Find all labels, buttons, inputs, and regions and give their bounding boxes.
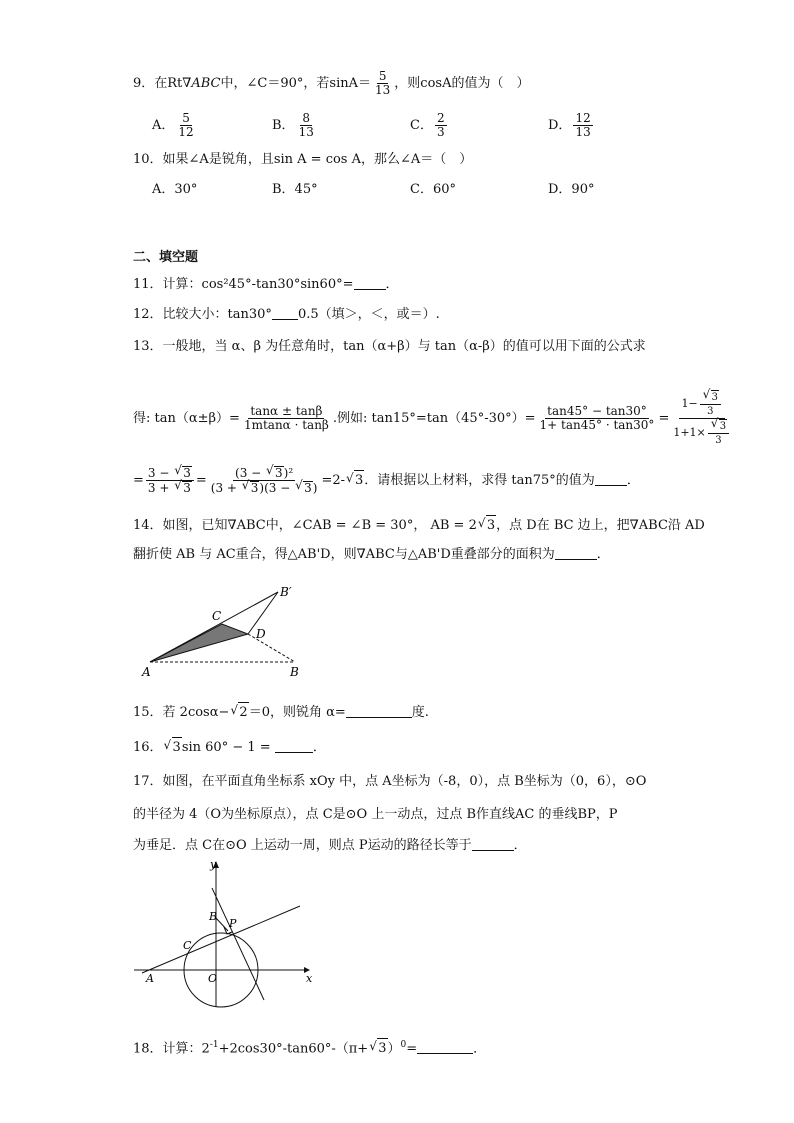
q11-blank	[354, 276, 386, 290]
q17-label-p: P	[229, 917, 237, 930]
q13-f3-sqrt-a: √ 3	[711, 390, 719, 404]
q9-text-d: ，则cosA的值为（ ）	[394, 76, 530, 91]
q16-sqrt: √ 3	[172, 737, 182, 758]
q16-blank	[275, 739, 313, 753]
q10-option-b: B．45°	[272, 182, 318, 197]
q12-text: 12．比较大小：tan30°	[133, 307, 272, 322]
q13-l2c: =	[658, 411, 670, 426]
q9-opt-b-label: B．	[272, 118, 295, 133]
q14-label-bprime: B′	[280, 585, 292, 599]
q13-line2	[133, 390, 735, 447]
q9-option-d	[548, 112, 595, 139]
q13-frac5-den	[209, 481, 320, 495]
q13-f4-den-text: 3 +	[147, 481, 174, 495]
q18	[133, 1035, 486, 1059]
q14-line2-end: ．	[596, 547, 610, 562]
q14-label-a: A	[142, 665, 151, 679]
q13-l3-end: ．	[626, 473, 640, 488]
q13-l3b: =	[195, 473, 207, 488]
q13-l3-rad	[353, 470, 364, 491]
q17-line3-text: 为垂足．点 C在⊙O 上运动一周，则点 P运动的路径长等于	[133, 838, 472, 853]
q13-f3-num-a: 1−	[681, 397, 698, 410]
q12-blank	[272, 306, 298, 320]
q13-line3	[133, 466, 640, 495]
q17-line3	[133, 836, 527, 856]
q13-f3-sqrt-b: √ 3	[719, 419, 727, 433]
q13-f3-inner-num	[700, 390, 721, 418]
q13-l2b: .例如: tan15°=tan（45°-30°）=	[332, 411, 536, 426]
q13-l3c: =2-	[321, 473, 345, 488]
q15-text-c: 度.	[411, 705, 429, 720]
q13-f3-inner-num-top	[700, 390, 721, 405]
q13-l3-sqrt: √ 3	[354, 470, 364, 491]
q17-label-o: O	[208, 972, 218, 985]
q13-f5-den-b: )(3 −	[259, 481, 295, 495]
q10-option-d: D．90°	[548, 182, 595, 197]
q13-f5-den-a: (3 +	[210, 481, 241, 495]
q17-line2: 的半径为 4（O为坐标原点），点 C是⊙O 上一动点，过点 B作直线AC 的垂线BP，P	[133, 807, 618, 822]
q13-f3-rad-b	[718, 419, 727, 433]
q15	[133, 702, 429, 723]
q9-opt-b-frac	[297, 112, 316, 139]
q9-opt-d-den: 13	[575, 125, 591, 139]
q9-den: 13	[375, 83, 391, 97]
q13-f3-inner-den-top	[708, 419, 729, 434]
q18-exp0: 0	[400, 1040, 407, 1050]
q17-line3-end: ．	[513, 838, 527, 853]
q16-text-b: sin 60° − 1 =	[181, 740, 271, 755]
q9-opt-b-den: 13	[298, 125, 314, 139]
q9-opt-c-frac	[435, 112, 447, 139]
q9-opt-d-frac	[573, 112, 592, 139]
q13-f4-sqrt-b: √ 3	[182, 481, 192, 495]
q15-text-a: 15．若 2cosα−	[133, 705, 230, 720]
q13-frac1-den: 1mtanα · tanβ	[243, 418, 329, 432]
q14-sqrt: √ 3	[486, 515, 496, 536]
q13-frac4	[146, 466, 194, 495]
q17-label-x: x	[306, 972, 313, 985]
q13-l3a: =	[133, 473, 144, 488]
q18-text-b: +2cos30°-tan60°-（π+	[218, 1041, 369, 1057]
q13-f5-sqrt-a: √ 3	[274, 466, 284, 480]
q18-text-a: 18．计算：2	[133, 1041, 210, 1057]
q17-label-b: B	[209, 910, 218, 923]
q15-blank	[346, 704, 412, 718]
q13-f4-sqrt-a: √ 3	[182, 466, 192, 480]
q13-f5-rad-b	[249, 481, 260, 495]
q16-text-a: 16．	[133, 740, 163, 755]
section-title: 二、填空题	[133, 250, 199, 265]
q17-line-ac	[142, 906, 300, 973]
q13-f3-den-a: 1+1×	[673, 426, 706, 439]
q13-frac3	[671, 390, 733, 447]
q9-opt-c-num: 2	[436, 111, 445, 125]
q9-option-a	[152, 112, 198, 139]
q9-text-a: 9．在Rt	[133, 76, 183, 91]
q14-overlap-region	[150, 624, 248, 662]
q14-rad	[485, 515, 496, 536]
q9-fraction	[373, 70, 392, 97]
q14-line1-text: 14．如图，已知∇ABC中，∠CAB = ∠B = 30°， AB = 2	[133, 518, 477, 533]
q13-frac2	[538, 405, 657, 432]
q13-frac3-den	[671, 419, 733, 447]
q13-f4-rad-b	[181, 481, 192, 495]
q10-stem: 10．如果∠A是锐角，且sin A = cos A，那么∠A＝（ ）	[133, 152, 473, 167]
q9-num: 5	[378, 69, 387, 83]
q13-blank	[595, 472, 627, 486]
q16-text-c: ．	[312, 740, 326, 755]
q14-line2	[133, 545, 610, 565]
q11-text: 11．计算：cos²45°-tan30°sin60°=	[133, 277, 354, 292]
q18-blank	[417, 1040, 473, 1054]
q13-frac2-den: 1+ tan45° · tan30°	[539, 418, 655, 432]
q17-line-bp	[212, 888, 264, 1000]
q18-exp: -1	[209, 1040, 219, 1050]
q9-stem	[133, 70, 529, 97]
q13-f5-sqrt-b: √ 3	[250, 481, 260, 495]
q17-figure	[132, 858, 322, 1008]
q13-frac4-num	[146, 466, 194, 481]
q18-text-c: ）	[387, 1041, 401, 1057]
q13-frac5	[209, 466, 320, 495]
q13-f3-inner-den	[708, 419, 729, 447]
q16-rad	[171, 737, 182, 758]
q14-line1	[133, 515, 705, 536]
q13-frac1	[242, 405, 331, 432]
q13-f5-rad-c	[302, 481, 313, 495]
q13-f5-rad-a	[273, 466, 284, 480]
q17-line1: 17．如图，在平面直角坐标系 xOy 中，点 A坐标为（-8，0），点 B坐标为（0，6），⊙O	[133, 774, 647, 789]
q17-blank	[472, 837, 514, 851]
q13-frac3-num	[679, 390, 725, 419]
q13-f4-num-text: 3 −	[147, 466, 174, 480]
q13-f5-den-c: )	[312, 481, 318, 495]
q13-f5-sqrt-c: √ 3	[303, 481, 313, 495]
q18-sqrt: √ 3	[377, 1038, 387, 1059]
q13-f3-rad-a	[710, 390, 719, 404]
q13-frac4-den	[146, 481, 194, 495]
q14-line1-text-b: ，点 D在 BC 边上，把∇ABC沿 AD	[496, 518, 705, 533]
q9-triangle: ∇ABC	[182, 76, 221, 91]
q9-opt-a-num: 5	[182, 111, 190, 125]
q13-f3-inner-den-den: 3	[715, 435, 722, 446]
q15-text-b: ＝0，则锐角 α=	[248, 705, 346, 720]
q9-opt-d-label: D．	[548, 118, 572, 133]
q9-option-b	[272, 112, 318, 139]
q13-l2a: 得: tan（α±β）=	[133, 411, 240, 426]
q12	[133, 305, 440, 325]
q17-label-c: C	[183, 939, 192, 952]
q13-f4-rad-a	[181, 466, 192, 480]
q18-text-d: =	[406, 1041, 418, 1057]
q13-f5-num-b: )²	[283, 466, 294, 480]
q17-line-b-axis	[216, 918, 228, 931]
q10-option-a: A．30°	[152, 182, 198, 197]
q14-line2-text: 翻折使 AB 与 AC重合，得△AB'D，则∇ABC与△AB'D重叠部分的面积为	[133, 547, 555, 562]
q13-line1: 13．一般地，当 α、β 为任意角时，tan（α+β）与 tan（α-β）的值可以用下面的公式求	[133, 339, 646, 354]
q9-text-b: 中，	[220, 76, 247, 91]
q18-end: ．	[473, 1041, 487, 1057]
q9-option-c	[410, 112, 449, 139]
q16	[133, 737, 326, 758]
q9-opt-b-num: 8	[302, 111, 311, 125]
q13-frac1-num: tanα ± tanβ	[250, 404, 323, 418]
q9-opt-a-den: 12	[178, 125, 194, 139]
q17-label-y: y	[210, 858, 217, 871]
q9-opt-d-num: 12	[575, 111, 591, 125]
q9-opt-c-den: 3	[436, 125, 445, 139]
q12-end: 0.5（填＞，＜，或＝）.	[297, 307, 440, 322]
q15-sqrt: √ 2	[238, 702, 248, 723]
q11	[133, 275, 399, 295]
q9-opt-a-frac	[176, 112, 195, 139]
q13-l3d: ．请根据以上材料，求得 tan75°的值为	[364, 473, 595, 488]
q14-label-b: B	[290, 665, 299, 679]
q15-rad	[237, 702, 248, 723]
q17-label-a: A	[146, 972, 154, 985]
q13-f5-num-a: (3 −	[235, 466, 266, 480]
q10-option-c: C．60°	[410, 182, 456, 197]
q14-figure	[140, 580, 320, 680]
q18-rad	[376, 1038, 387, 1059]
q13-frac2-num: tan45° − tan30°	[547, 404, 647, 418]
q14-label-c: C	[212, 609, 222, 623]
q9-opt-c-label: C．	[410, 118, 433, 133]
q14-label-d: D	[256, 627, 266, 641]
q9-text-c: ∠C＝90°，若sinA＝	[246, 76, 372, 91]
q13-f3-inner-num-den: 3	[707, 406, 714, 417]
q9-opt-a-label: A．	[152, 118, 175, 133]
q11-end: ．	[385, 277, 399, 292]
q14-blank	[555, 546, 597, 560]
